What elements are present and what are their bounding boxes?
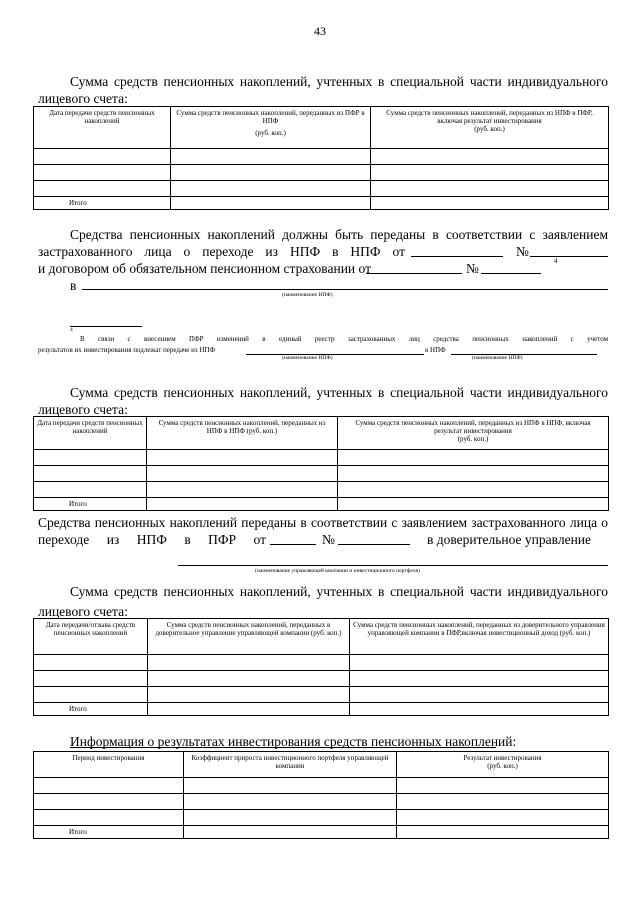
section1-col3-text: Сумма средств пенсионных накоплений, переданных из НПФ в ПФР, включая результат инвестирования bbox=[386, 109, 593, 125]
section2-col-npf-npf: Сумма средств пенсионных накоплений, переданных из НПФ в НПФ (руб. коп.) bbox=[147, 417, 338, 450]
section1-total-label: Итого bbox=[34, 197, 171, 210]
table-row-total bbox=[34, 703, 609, 716]
table-row-total bbox=[34, 498, 609, 511]
footnote-separator bbox=[70, 326, 142, 327]
section4-total-label: Итого bbox=[34, 826, 184, 839]
footnote-line2-b: в НПФ bbox=[425, 346, 446, 354]
transfer-npf-line1: Средства пенсионных накоплений должны быть переданы в соответствии с заявлением bbox=[70, 227, 608, 242]
transfer-npf-line3: и договором об обязательном пенсионном страховании от bbox=[38, 261, 372, 276]
section1-col2-text: Сумма средств пенсионных накоплений, переданных из ПФР в НПФ bbox=[176, 109, 365, 125]
management-company-field[interactable] bbox=[178, 565, 608, 566]
section3-col-to-management: Сумма средств пенсионных накоплений, переданных в доверительное управление управляющей компании (руб. коп.) bbox=[148, 619, 350, 655]
npf-name-caption: (наименование НПФ) bbox=[282, 292, 333, 298]
transfer-pfr-number-sign: № bbox=[322, 532, 335, 547]
section2-heading-line1: Сумма средств пенсионных накоплений, учтенных в специальной части индивидуального bbox=[70, 385, 608, 400]
section1-heading-line2: лицевого счета: bbox=[38, 91, 128, 106]
section3-col-date: Дата передачи/отзыва средств пенсионных накоплений bbox=[34, 619, 148, 655]
section4-col3-unit: (руб. коп.) bbox=[487, 762, 518, 770]
section1-col-date: Дата передачи средств пенсионных накоплений bbox=[34, 107, 171, 149]
section2-col-date: Дата передачи средств пенсионных накоплений bbox=[34, 417, 147, 450]
section1-heading-line1: Сумма средств пенсионных накоплений, учтенных в специальной части индивидуального bbox=[70, 74, 608, 89]
transfer-npf-number-sign: № bbox=[516, 244, 529, 259]
footnote-caption-1: (наименование НПФ) bbox=[282, 355, 333, 361]
table-row bbox=[34, 466, 609, 482]
section1-col-npf-pfr bbox=[371, 107, 609, 149]
contract-date-field[interactable] bbox=[366, 273, 462, 274]
transfer-npf-line4-prefix: в bbox=[70, 278, 77, 293]
section4-col3-text: Результат инвестирования bbox=[463, 754, 542, 762]
section4-heading: Информация о результатах инвестирования средств пенсионных накоплений: bbox=[70, 734, 517, 749]
section3-col-from-management: Сумма средств пенсионных накоплений, переданных из доверительного управления управляющей компании в ПФР,включая инвестиционный доход (руб. коп.) bbox=[350, 619, 609, 655]
section4-heading-underline bbox=[70, 747, 496, 748]
section2-total-label: Итого bbox=[34, 498, 147, 511]
page-number: 43 bbox=[314, 24, 326, 38]
section1-col3-unit: (руб. коп.) bbox=[474, 125, 505, 133]
contract-number-sign: № bbox=[466, 261, 479, 276]
management-company-caption: (наименование управляющей компании и инвестиционного портфеля) bbox=[255, 568, 420, 574]
transfer-pfr-line2-c: в доверительное управление bbox=[427, 532, 592, 547]
transfer-pfr-number-field[interactable] bbox=[338, 544, 410, 545]
section3-table bbox=[33, 618, 609, 716]
footnote-caption-2: (наименование НПФ) bbox=[472, 355, 523, 361]
footnote-mark: 4 bbox=[70, 327, 73, 333]
section4-table bbox=[33, 751, 609, 839]
table-row bbox=[34, 687, 609, 703]
section2-heading-line2: лицевого счета: bbox=[38, 402, 128, 417]
table-row bbox=[34, 810, 609, 826]
section3-heading-line1: Сумма средств пенсионных накоплений, учтенных в специальной части индивидуального bbox=[70, 584, 608, 599]
section4-col-coefficient: Коэффициент прироста инвестиционного портфеля управляющей компании bbox=[184, 752, 397, 778]
transfer-pfr-line1: Средства пенсионных накоплений переданы в соответствии с заявлением застрахованного лица о bbox=[38, 515, 608, 530]
section3-total-label: Итого bbox=[34, 703, 148, 716]
table-row bbox=[34, 671, 609, 687]
footnote-npf-from-field[interactable] bbox=[246, 354, 424, 355]
section1-col2-unit: (руб. коп.) bbox=[255, 129, 286, 137]
footnote-line2-a: результатов их инвестирования подлежат передаче из НПФ bbox=[38, 346, 216, 354]
transfer-pfr-date-field[interactable] bbox=[270, 544, 316, 545]
footnote-line1: В связи с внесением ПФР изменений в единый реестр застрахованных лиц средства пенсионных накоплений с учетом bbox=[80, 335, 608, 343]
section2-col-npf-npf-result bbox=[338, 417, 609, 450]
npf-name-field[interactable] bbox=[82, 289, 608, 290]
footnote-mark-4: 4 bbox=[554, 257, 558, 265]
contract-number-field[interactable] bbox=[481, 273, 541, 274]
table-row bbox=[34, 778, 609, 794]
section3-heading-line2: лицевого счета: bbox=[38, 604, 128, 619]
section2-table bbox=[33, 416, 609, 511]
transfer-npf-line2: застрахованного лица о переходе из НПФ в НПФ от bbox=[38, 244, 405, 259]
section2-col3-text: Сумма средств пенсионных накоплений, переданных из НПФ в НПФ, включая результат инвестирования bbox=[355, 419, 591, 435]
table-row bbox=[34, 794, 609, 810]
table-row-total bbox=[34, 197, 609, 210]
table-row bbox=[34, 165, 609, 181]
transfer-pfr-line2-a: переходе из НПФ в ПФР от bbox=[38, 532, 266, 547]
table-row bbox=[34, 482, 609, 498]
table-row bbox=[34, 655, 609, 671]
transfer-npf-date-field[interactable] bbox=[411, 256, 503, 257]
table-row bbox=[34, 450, 609, 466]
section1-col-pfr-npf bbox=[171, 107, 371, 149]
section2-col3-unit: (руб. коп.) bbox=[457, 435, 489, 443]
section1-table bbox=[33, 106, 609, 210]
section4-col-period: Период инвестирования bbox=[34, 752, 184, 778]
section4-col-result bbox=[397, 752, 609, 778]
table-row-total bbox=[34, 826, 609, 839]
transfer-npf-number-field[interactable] bbox=[530, 256, 608, 257]
table-row bbox=[34, 149, 609, 165]
table-row bbox=[34, 181, 609, 197]
